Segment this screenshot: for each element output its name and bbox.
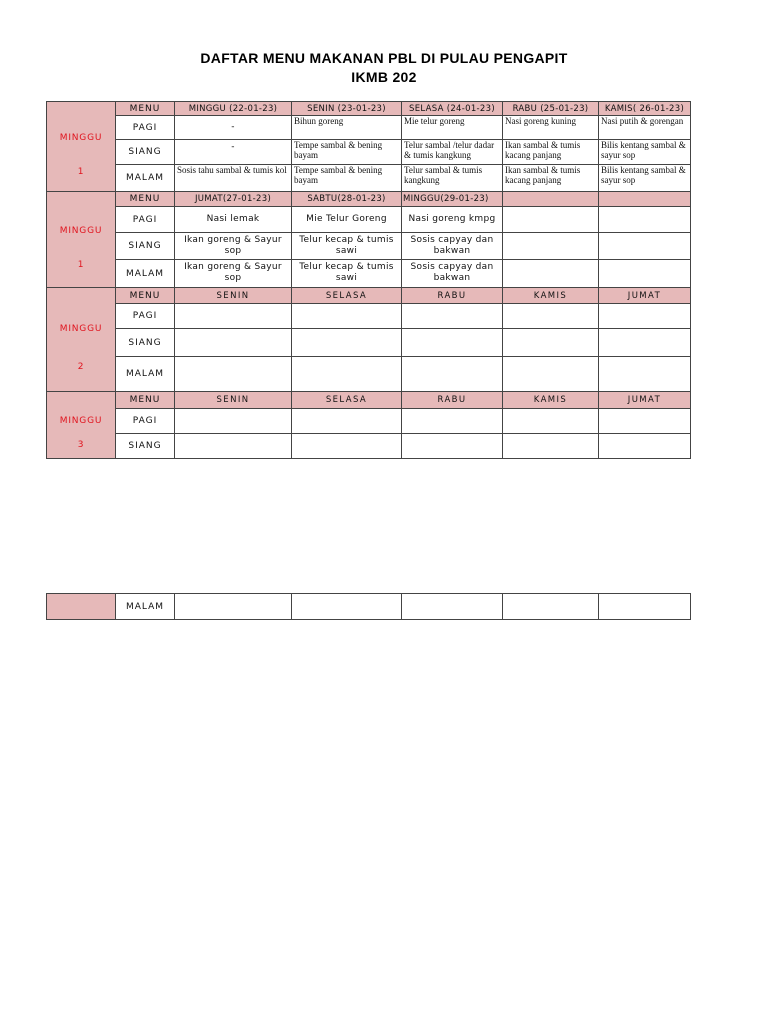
meal-cell: Telur kecap & tumis sawi: [292, 260, 402, 288]
meal-cell: [503, 594, 599, 620]
week-number: 3: [77, 440, 85, 450]
meal-cell: [175, 357, 292, 392]
meal-cell: -: [175, 116, 292, 140]
week-number: 2: [77, 361, 85, 372]
menu-table: [46, 101, 691, 459]
meal-cell: [402, 409, 503, 434]
meal-row-malam: [47, 260, 691, 288]
week-2-header-row: [47, 288, 691, 304]
week-3-header-row: [47, 392, 691, 409]
meal-row-siang: [47, 329, 691, 357]
meal-cell: [599, 233, 691, 260]
meal-cell: Telur kecap & tumis sawi: [292, 233, 402, 260]
day-header: SENIN: [175, 288, 292, 304]
meal-cell: [503, 304, 599, 329]
meal-row-pagi: [47, 409, 691, 434]
week-1b-header-row: [47, 192, 691, 207]
meal-cell: Tempe sambal & bening bayam: [292, 165, 402, 192]
meal-label-pagi: PAGI: [116, 207, 175, 233]
meal-cell: [599, 594, 691, 620]
week-word: MINGGU: [59, 132, 103, 143]
meal-cell: [292, 594, 402, 620]
day-header: MINGGU (22-01-23): [175, 102, 292, 116]
menu-header: MENU: [116, 102, 175, 116]
meal-cell: Bilis kentang sambal & sayur sop: [599, 165, 691, 192]
week-1a-header-row: [47, 102, 691, 116]
document-subtitle: IKMB 202: [351, 69, 417, 85]
meal-cell: [175, 409, 292, 434]
meal-row-pagi: [47, 304, 691, 329]
meal-label-malam: MALAM: [116, 357, 175, 392]
day-header: [503, 192, 599, 207]
meal-cell: Nasi putih & gorengan: [599, 116, 691, 140]
meal-label-pagi: PAGI: [116, 116, 175, 140]
meal-cell: [292, 357, 402, 392]
week-word: MINGGU: [59, 225, 103, 236]
week-label-2: [47, 288, 116, 392]
meal-cell: [599, 329, 691, 357]
day-header: [599, 192, 691, 207]
meal-cell: [599, 207, 691, 233]
menu-header: MENU: [116, 192, 175, 207]
meal-label-pagi: PAGI: [116, 409, 175, 434]
meal-cell: [402, 594, 503, 620]
week-word: MINGGU: [59, 416, 103, 426]
document-title: DAFTAR MENU MAKANAN PBL DI PULAU PENGAPIT: [200, 50, 568, 66]
meal-cell: Sosis tahu sambal & tumis kol: [175, 165, 292, 192]
day-header: RABU: [402, 288, 503, 304]
meal-row-malam: [47, 594, 691, 620]
meal-cell: Sosis capyay dan bakwan: [402, 260, 503, 288]
meal-cell: Telur sambal /telur dadar & tumis kangkung: [402, 140, 503, 165]
meal-cell: [503, 233, 599, 260]
meal-cell: Mie telur goreng: [402, 116, 503, 140]
meal-cell: [292, 409, 402, 434]
meal-cell: [503, 329, 599, 357]
day-header: RABU (25-01-23): [503, 102, 599, 116]
meal-cell: Telur sambal & tumis kangkung: [402, 165, 503, 192]
meal-cell: Bilis kentang sambal & sayur sop: [599, 140, 691, 165]
meal-label-pagi: PAGI: [116, 304, 175, 329]
meal-label-siang: SIANG: [116, 140, 175, 165]
meal-label-malam: MALAM: [116, 594, 175, 620]
meal-cell: Sosis capyay dan bakwan: [402, 233, 503, 260]
meal-cell: [503, 409, 599, 434]
meal-cell: [292, 329, 402, 357]
meal-cell: [402, 434, 503, 459]
menu-table-continuation: [46, 593, 691, 620]
week-word: MINGGU: [59, 323, 103, 334]
meal-cell: [503, 434, 599, 459]
meal-cell: Ikan goreng & Sayur sop: [175, 233, 292, 260]
meal-label-malam: MALAM: [116, 165, 175, 192]
week-number: 1: [77, 259, 85, 270]
week-label-1a: [47, 102, 116, 192]
meal-cell: [599, 434, 691, 459]
meal-cell: [292, 304, 402, 329]
meal-cell: Ikan sambal & tumis kacang panjang: [503, 165, 599, 192]
day-header: SELASA (24-01-23): [402, 102, 503, 116]
meal-cell: [175, 434, 292, 459]
meal-label-malam: MALAM: [116, 260, 175, 288]
meal-cell: Nasi lemak: [175, 207, 292, 233]
meal-cell: [402, 329, 503, 357]
meal-cell: [599, 260, 691, 288]
meal-cell: [175, 304, 292, 329]
day-header: SABTU(28-01-23): [292, 192, 402, 207]
week-label-1b: [47, 192, 116, 288]
meal-cell: Nasi goreng kmpg: [402, 207, 503, 233]
meal-label-siang: SIANG: [116, 233, 175, 260]
meal-cell: [402, 304, 503, 329]
meal-cell: [503, 207, 599, 233]
menu-header: MENU: [116, 288, 175, 304]
day-header: KAMIS: [503, 288, 599, 304]
meal-row-siang: [47, 233, 691, 260]
day-header: JUMAT: [599, 288, 691, 304]
meal-cell: [292, 434, 402, 459]
meal-cell: Mie Telur Goreng: [292, 207, 402, 233]
week-number: 1: [77, 166, 85, 177]
meal-cell: [175, 329, 292, 357]
meal-row-malam: [47, 165, 691, 192]
meal-cell: Tempe sambal & bening bayam: [292, 140, 402, 165]
day-header: SENIN: [175, 392, 292, 409]
meal-label-siang: SIANG: [116, 329, 175, 357]
menu-header: MENU: [116, 392, 175, 409]
day-header: MINGGU(29-01-23): [402, 192, 503, 207]
meal-cell: [503, 260, 599, 288]
meal-cell: [599, 357, 691, 392]
meal-cell: Ikan sambal & tumis kacang panjang: [503, 140, 599, 165]
meal-cell: Bihun goreng: [292, 116, 402, 140]
meal-cell: [599, 304, 691, 329]
meal-cell: [503, 357, 599, 392]
day-header: KAMIS( 26-01-23): [599, 102, 691, 116]
meal-row-siang: [47, 434, 691, 459]
meal-cell: Nasi goreng kuning: [503, 116, 599, 140]
meal-row-pagi: [47, 116, 691, 140]
week-label-3-continued: [47, 594, 116, 620]
week-label-3: [47, 392, 116, 459]
day-header: RABU: [402, 392, 503, 409]
day-header: KAMIS: [503, 392, 599, 409]
meal-row-pagi: [47, 207, 691, 233]
meal-cell: Ikan goreng & Sayur sop: [175, 260, 292, 288]
day-header: SELASA: [292, 288, 402, 304]
meal-label-siang: SIANG: [116, 434, 175, 459]
day-header: JUMAT: [599, 392, 691, 409]
meal-row-siang: [47, 140, 691, 165]
day-header: SELASA: [292, 392, 402, 409]
day-header: JUMAT(27-01-23): [175, 192, 292, 207]
meal-cell: -: [175, 140, 292, 165]
meal-cell: [599, 409, 691, 434]
day-header: SENIN (23-01-23): [292, 102, 402, 116]
meal-cell: [175, 594, 292, 620]
meal-cell: [402, 357, 503, 392]
meal-row-malam: [47, 357, 691, 392]
